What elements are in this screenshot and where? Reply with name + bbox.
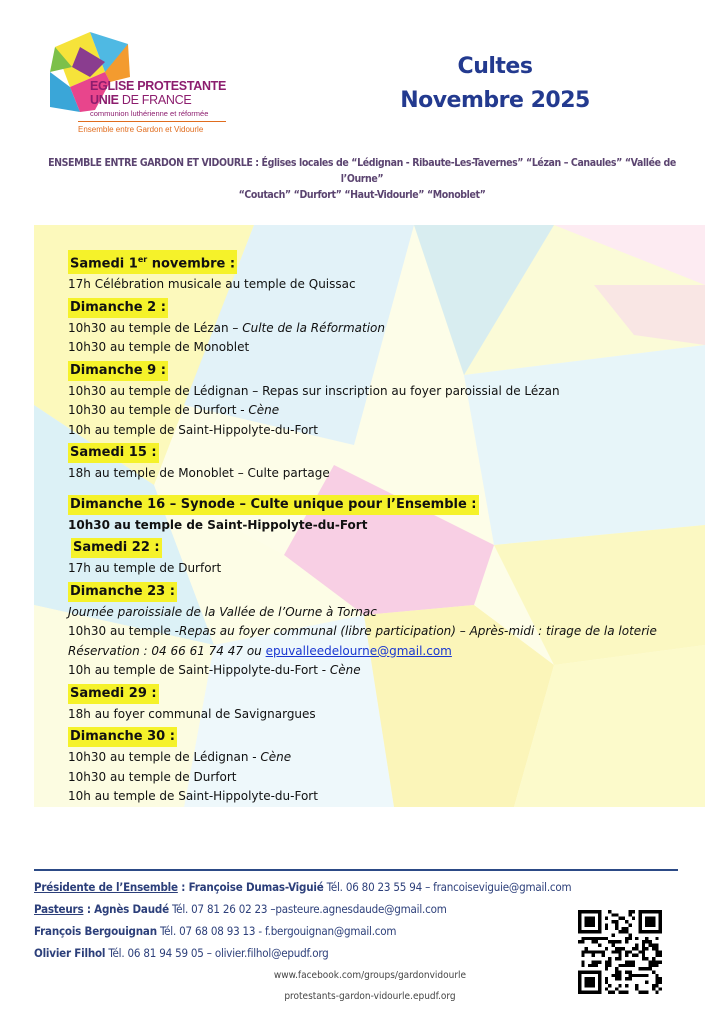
service-line <box>68 642 698 662</box>
day-header: Samedi 15 : <box>68 443 159 463</box>
service-line: 17h Célébration musicale au temple de Quissac <box>68 277 356 292</box>
contact-name: François Bergouignan <box>34 924 157 938</box>
service-line: 10h30 au temple de Durfort <box>68 769 237 784</box>
ensemble-line1: ENSEMBLE ENTRE GARDON ET VIDOURLE : Églises locales de “Lédignan - Ribaute-Les-Tavernes” “Lézan – Canaules” “Vallée de l’Ourne” <box>48 157 676 185</box>
day-header: Samedi 22 : <box>71 538 162 558</box>
service-note: Réservation : 04 66 61 74 47 ou <box>68 643 266 658</box>
day-header: Samedi 29 : <box>68 684 159 704</box>
service-line: 10h au temple de Saint-Hippolyte-du-Fort <box>68 789 318 804</box>
day-samedi-29 <box>68 684 698 725</box>
contact-pasteur-3 <box>34 942 571 964</box>
service-line <box>68 622 698 642</box>
footer-divider <box>34 869 678 871</box>
service-text: 10h30 au temple - <box>68 624 179 639</box>
day-dimanche-9 <box>68 361 698 441</box>
spacer <box>68 484 698 492</box>
contact-pasteur-1 <box>34 898 571 920</box>
service-schedule <box>68 250 698 807</box>
service-line: 18h au foyer communal de Savignargues <box>68 706 316 721</box>
service-line: 10h au temple de Saint-Hippolyte-du-Fort <box>68 422 318 437</box>
service-line: 10h30 au temple de Monoblet <box>68 340 250 355</box>
day-header: Dimanche 9 : <box>68 361 168 381</box>
service-line <box>68 319 698 339</box>
contact-name: Françoise Dumas-Viguié <box>188 880 324 894</box>
contact-details: Tél. 07 68 08 93 13 - f.bergouignan@gmail.com <box>156 924 397 938</box>
service-line <box>68 748 698 768</box>
service-line: Journée paroissiale de la Vallée de l’Ourne à Tornac <box>68 604 377 619</box>
contact-details: Tél. 07 81 26 02 23 –pasteure.agnesdaude@gmail.com <box>168 902 447 916</box>
day-samedi-22 <box>68 538 698 579</box>
contact-presidente <box>34 876 571 898</box>
facebook-link[interactable]: www.facebook.com/groups/gardonvidourle <box>273 970 467 981</box>
logo-subtitle: Ensemble entre Gardon et Vidourle <box>78 125 204 134</box>
contact-pasteur-2 <box>34 920 571 942</box>
day-dimanche-23 <box>68 582 698 681</box>
page-title: Cultes <box>457 54 533 79</box>
day-header: Dimanche 30 : <box>68 727 177 747</box>
service-note: Culte de la Réformation <box>242 320 386 335</box>
ensemble-churches <box>28 155 696 203</box>
service-line: 18h au temple de Monoblet – Culte partage <box>68 466 330 481</box>
service-line: 10h30 au temple de Saint-Hippolyte-du-Fort <box>68 517 368 532</box>
service-note: Cène <box>260 750 292 765</box>
service-text: 10h30 au temple de Lézan – <box>68 320 243 335</box>
logo-line2-rest: DE FRANCE <box>118 93 192 107</box>
contact-details: Tél. 06 80 23 55 94 – francoiseviguie@gmail.com <box>323 880 572 894</box>
service-line: 17h au temple de Durfort <box>68 561 222 576</box>
day-header-text: Samedi 1 <box>70 256 138 272</box>
contact-label: Présidente de l’Ensemble <box>34 880 178 894</box>
service-note: Cène <box>248 403 280 418</box>
logo-line2 <box>90 93 191 107</box>
service-text: 10h30 au temple de Lédignan - <box>68 750 261 765</box>
day-dimanche-30 <box>68 727 698 807</box>
service-line <box>68 661 698 681</box>
contact-label: Pasteurs <box>34 902 84 916</box>
church-logo <box>50 32 230 137</box>
day-header: Dimanche 16 – Synode – Culte unique pour l’Ensemble : <box>68 495 479 515</box>
day-header-sup: er <box>137 255 148 264</box>
contact-sep: : <box>177 880 189 894</box>
service-note: Repas au foyer communal (libre participation) – Après-midi : tirage de la loterie <box>179 624 657 639</box>
day-samedi-15 <box>68 443 698 484</box>
logo-tagline: communion luthérienne et réformée <box>90 109 209 118</box>
service-line <box>68 401 698 421</box>
service-note: Cène <box>329 663 361 678</box>
logo-line1: EGLISE PROTESTANTE <box>90 79 227 93</box>
day-header: Dimanche 2 : <box>68 298 168 318</box>
day-dimanche-16 <box>68 495 698 536</box>
page-subtitle: Novembre 2025 <box>400 88 590 113</box>
day-header <box>68 250 237 274</box>
service-text: 10h au temple de Saint-Hippolyte-du-Fort - <box>68 663 330 678</box>
service-text: 10h30 au temple de Durfort - <box>68 403 249 418</box>
logo-line2-bold: UNIE <box>90 93 119 107</box>
contact-name: Agnès Daudé <box>94 902 169 916</box>
website-link[interactable]: protestants-gardon-vidourle.epudf.org <box>284 991 456 1002</box>
contact-sep: : <box>83 902 95 916</box>
day-header-text2: novembre : <box>147 256 236 272</box>
day-samedi-1 <box>68 250 698 295</box>
day-header: Dimanche 23 : <box>68 582 177 602</box>
qr-code-icon <box>578 910 662 994</box>
logo-separator <box>78 121 226 122</box>
contact-details: Tél. 06 81 94 59 05 – olivier.filhol@epudf.org <box>105 946 329 960</box>
day-dimanche-2 <box>68 298 698 358</box>
ensemble-line2: “Coutach” “Durfort” “Haut-Vidourle” “Monoblet” <box>238 189 486 201</box>
footer-contacts <box>34 876 571 964</box>
contact-name: Olivier Filhol <box>34 946 106 960</box>
email-link[interactable]: epuvalleedelourne@gmail.com <box>265 643 452 658</box>
service-line: 10h30 au temple de Lédignan – Repas sur inscription au foyer paroissial de Lézan <box>68 383 560 398</box>
